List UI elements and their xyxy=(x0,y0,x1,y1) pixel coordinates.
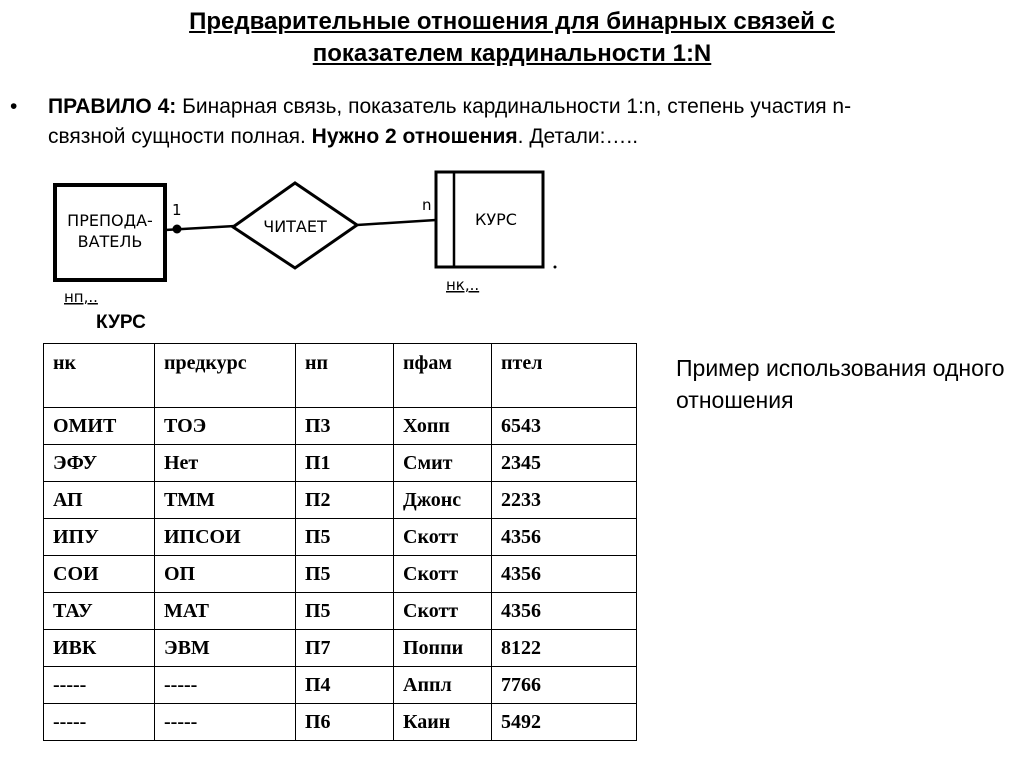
rule-text-2: . Детали:….. xyxy=(517,125,639,148)
table-cell: П5 xyxy=(296,593,394,630)
connector-right xyxy=(357,220,436,225)
table-cell: Аппл xyxy=(394,667,492,704)
table-cell: 8122 xyxy=(492,630,637,667)
table-cell: Джонс xyxy=(394,482,492,519)
table-cell: Скотт xyxy=(394,556,492,593)
table-cell: П5 xyxy=(296,556,394,593)
table-cell: СОИ xyxy=(44,556,155,593)
table-row xyxy=(44,408,637,445)
example-note: Пример использования одного отношения xyxy=(676,355,1005,413)
table-cell: 4356 xyxy=(492,556,637,593)
column-header: нк xyxy=(44,344,155,408)
table-cell: П3 xyxy=(296,408,394,445)
column-header: нп xyxy=(296,344,394,408)
table-cell: П7 xyxy=(296,630,394,667)
participation-dot-left xyxy=(173,225,182,234)
table-cell: ОП xyxy=(155,556,296,593)
rule-text-1: Бинарная связь, показатель кардинальности 1:n, степень участия n-связной сущности полная. xyxy=(48,95,852,148)
table-cell: Скотт xyxy=(394,519,492,556)
table-cell: ТАУ xyxy=(44,593,155,630)
table-cell: ----- xyxy=(44,704,155,741)
table-cell: П1 xyxy=(296,445,394,482)
table-cell: 4356 xyxy=(492,593,637,630)
entity-teacher-label-1: ПРЕПОДА- xyxy=(67,211,153,230)
table-cell: ОМИТ xyxy=(44,408,155,445)
table-cell: Хопп xyxy=(394,408,492,445)
column-header: предкурс xyxy=(155,344,296,408)
stray-dot xyxy=(554,266,557,269)
table-cell: Нет xyxy=(155,445,296,482)
table-cell: 7766 xyxy=(492,667,637,704)
table-cell: П2 xyxy=(296,482,394,519)
table-cell: Смит xyxy=(394,445,492,482)
cardinality-left: 1 xyxy=(172,201,182,219)
column-header: пфам xyxy=(394,344,492,408)
table-cell: МАТ xyxy=(155,593,296,630)
table-cell: ТММ xyxy=(155,482,296,519)
table-cell: ЭФУ xyxy=(44,445,155,482)
table-row xyxy=(44,630,637,667)
table-cell: Скотт xyxy=(394,593,492,630)
table-cell: АП xyxy=(44,482,155,519)
rule-label: ПРАВИЛО 4: xyxy=(48,95,177,118)
key-teacher: нп,.. xyxy=(64,288,98,306)
entity-teacher-label-2: ВАТЕЛЬ xyxy=(77,232,143,251)
bullet-marker: • xyxy=(10,95,18,118)
table-cell: 4356 xyxy=(492,519,637,556)
table-cell: ИПУ xyxy=(44,519,155,556)
table-row xyxy=(44,593,637,630)
table-cell: ТОЭ xyxy=(155,408,296,445)
table-cell: ИПСОИ xyxy=(155,519,296,556)
title-line-2: показателем кардинальности 1:N xyxy=(312,40,712,67)
table-cell: ЭВМ xyxy=(155,630,296,667)
course-table xyxy=(43,343,637,741)
table-row xyxy=(44,482,637,519)
table-caption: КУРС xyxy=(96,312,146,333)
rule-paragraph xyxy=(48,92,928,152)
table-cell: Каин xyxy=(394,704,492,741)
title-line-1: Предварительные отношения для бинарных связей с xyxy=(189,8,835,35)
table-cell: П6 xyxy=(296,704,394,741)
table-cell: 2345 xyxy=(492,445,637,482)
table-header-row xyxy=(44,344,637,408)
column-header: птел xyxy=(492,344,637,408)
cardinality-right: n xyxy=(422,196,432,214)
table-cell: ИВК xyxy=(44,630,155,667)
table-cell: ----- xyxy=(155,704,296,741)
table-cell: ----- xyxy=(44,667,155,704)
relationship-label: ЧИТАЕТ xyxy=(263,217,327,236)
table-cell: П4 xyxy=(296,667,394,704)
table-cell: 5492 xyxy=(492,704,637,741)
table-row xyxy=(44,445,637,482)
table-row xyxy=(44,556,637,593)
table-cell: П5 xyxy=(296,519,394,556)
table-cell: ----- xyxy=(155,667,296,704)
slide-title xyxy=(0,6,1024,70)
table-cell: Поппи xyxy=(394,630,492,667)
rule-bold-text: Нужно 2 отношения xyxy=(311,125,518,148)
entity-course-label: КУРС xyxy=(475,210,517,229)
er-diagram xyxy=(0,160,600,310)
table-row xyxy=(44,519,637,556)
table-row xyxy=(44,704,637,741)
table-cell: 2233 xyxy=(492,482,637,519)
table-row xyxy=(44,667,637,704)
table-cell: 6543 xyxy=(492,408,637,445)
key-course: нк,.. xyxy=(446,276,480,294)
